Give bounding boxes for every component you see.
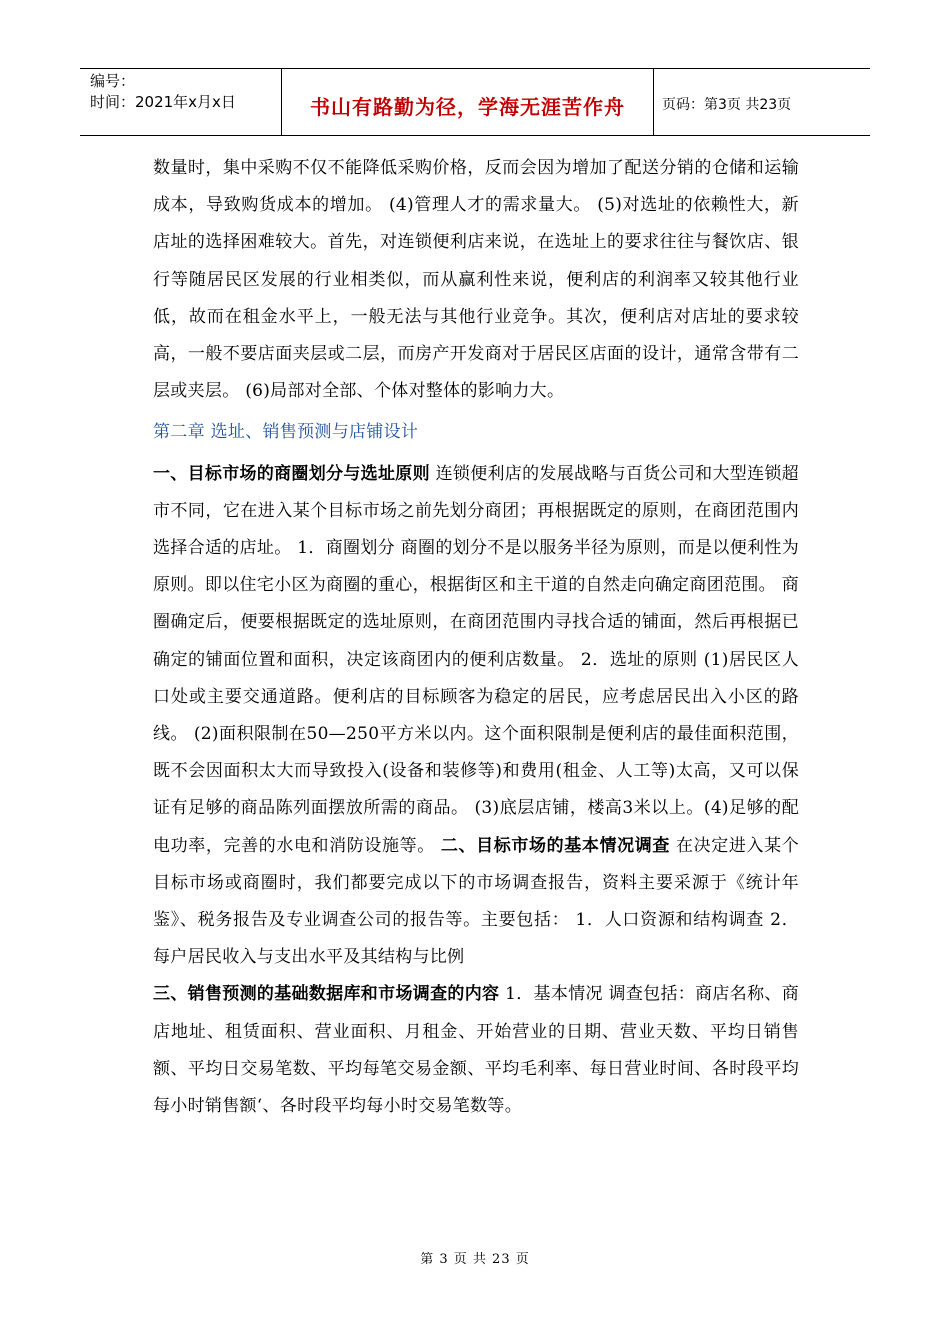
header-page-info: 页码：第3页 共23页 <box>662 97 792 113</box>
section-text-2: 在决定进入某个目标市场或商圈时，我们都要完成以下的市场调查报告，资料主要采源于《统计年鉴》、税务报告及专业调查公司的报告等。主要包括： 1．人口资源和结构调查 2．每户居民收入与支出水平及其结构与比例 <box>153 835 799 968</box>
section-heading-2: 二、目标市场的基本情况调查 <box>440 835 670 856</box>
section-heading-1: 一、目标市场的商圈划分与选址原则 <box>153 463 430 484</box>
header-page-cell <box>654 69 870 135</box>
page-footer: 第 3 页 共 23 页 <box>420 1252 530 1267</box>
header-motto: 书山有路勤为径，学海无涯苦作舟 <box>310 94 625 119</box>
section-text-3: 1．基本情况 调查包括：商店名称、商店地址、租赁面积、营业面积、月租金、开始营业的日期、营业天数、平均日销售额、平均日交易笔数、平均每笔交易金额、平均毛利率、每日营业时间、各时段平均每小时销售额‘、各时段平均每小时交易笔数等。 <box>153 984 800 1117</box>
section-heading-3: 三、销售预测的基础数据库和市场调查的内容 <box>153 984 500 1005</box>
header-meta-cell <box>80 69 282 135</box>
document-date: 时间：2021年x月x日 <box>90 93 236 111</box>
header-motto-cell <box>282 69 654 135</box>
body-paragraph: 数量时，集中采购不仅不能降低采购价格，反而会因为增加了配送分销的仓储和运输成本，导致购货成本的增加。 (4)管理人才的需求量大。 (5)对选址的依赖性大，新店址的选择困难较大。首先，对连锁便利店来说，在选址上的要求往往与餐饮店、银行等随居民区发展的行业相类似，而从赢利性来说，便利店的利润率又较其他行业低，故而在租金水平上，一般无法与其他行业竞争。其次，便利店对店址的要求较高，一般不要店面夹层或二层，而房产开发商对于居民区店面的设计，通常含带有二层或夹层。 (6)局部对全部、个体对整体的影响力大。 <box>153 158 799 402</box>
chapter-title: 第二章 选址、销售预测与店铺设计 <box>153 422 419 443</box>
body-sections <box>153 456 799 1126</box>
section-text-1: 连锁便利店的发展战略与百货公司和大型连锁超市不同，它在进入某个目标市场之前先划分商团；再根据既定的原则，在商团范围内选择合适的店址。 1．商圈划分 商圈的划分不是以服务半径为原则，而是以便利性为原则。即以住宅小区为商圈的重心，根据街区和主干道的自然走向确定商团范围。 商圈确定后，便要根据既定的选址原则，在商团范围内寻找合适的铺面，然后再根据已确定的铺面位置和面积，决定该商团内的便利店数量。 2．选址的原则 (1)居民区人口处或主要交通道路。便利店的目标顾客为稳定的居民，应考虑居民出入小区的路线。 (2)面积限制在50—250平方米以内。这个面积限制是便利店的最佳面积范围，既不会因面积太大而导致投入(设备和装修等)和费用(租金、人工等)太高，又可以保证有足够的商品陈列面摆放所需的商品。 (3)底层店铺，楼高3米以上。(4)足够的配电功率，完善的水电和消防设施等。 <box>153 463 799 856</box>
document-body <box>153 150 799 1125</box>
document-number-label: 编号： <box>90 72 136 90</box>
document-header <box>80 68 870 136</box>
